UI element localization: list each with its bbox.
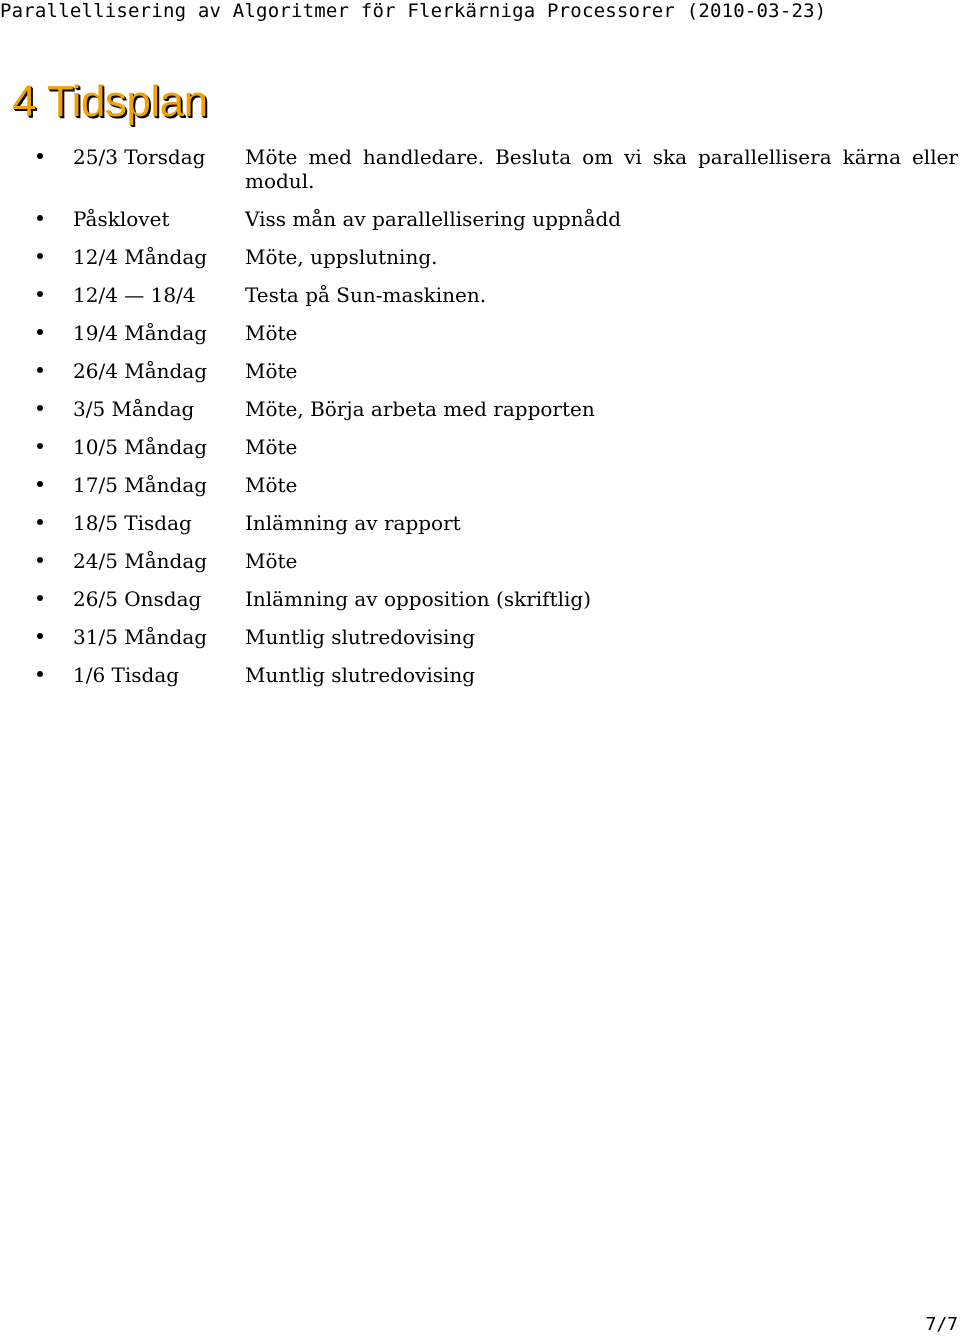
schedule-description: Viss mån av parallellisering uppnådd: [245, 207, 622, 231]
schedule-item: [0, 241, 960, 279]
bullet-icon: [37, 519, 43, 525]
bullet-icon: [37, 443, 43, 449]
schedule-item: [0, 393, 960, 431]
schedule-item: [0, 545, 960, 583]
schedule-date: 19/4 Måndag: [73, 321, 208, 345]
bullet-icon: [37, 153, 43, 159]
running-header: Parallellisering av Algoritmer för Flerkärniga Processorer (2010-03-23): [0, 0, 827, 22]
bullet-icon: [37, 595, 43, 601]
schedule-date: 26/5 Onsdag: [73, 587, 202, 611]
schedule-date: 1/6 Tisdag: [73, 663, 180, 687]
bullet-icon: [37, 291, 43, 297]
schedule-description: Möte, uppslutning.: [245, 245, 438, 269]
schedule-description: Möte: [245, 549, 298, 573]
schedule-date: 12/4 Måndag: [73, 245, 208, 269]
schedule-description: Möte: [245, 321, 298, 345]
schedule-item: [0, 583, 960, 621]
bullet-icon: [37, 367, 43, 373]
schedule-item: [0, 507, 960, 545]
bullet-icon: [37, 481, 43, 487]
schedule-date: Påsklovet: [73, 207, 170, 231]
schedule-list: [0, 141, 960, 697]
schedule-item: [0, 621, 960, 659]
schedule-item: [0, 279, 960, 317]
schedule-item: [0, 469, 960, 507]
bullet-icon: [37, 405, 43, 411]
schedule-date: 10/5 Måndag: [73, 435, 208, 459]
schedule-description: Muntlig slutredovising: [245, 625, 476, 649]
schedule-description: Inlämning av opposition (skriftlig): [245, 587, 592, 611]
bullet-icon: [37, 215, 43, 221]
page-number: 7/7: [925, 1314, 958, 1335]
schedule-item: [0, 317, 960, 355]
schedule-item: [0, 431, 960, 469]
bullet-icon: [37, 557, 43, 563]
schedule-item: [0, 355, 960, 393]
schedule-description: Möte: [245, 435, 298, 459]
bullet-icon: [37, 253, 43, 259]
section-title: 4 Tidsplan: [12, 77, 208, 126]
schedule-description: Möte: [245, 359, 298, 383]
schedule-date: 25/3 Torsdag: [73, 145, 206, 169]
schedule-date: 18/5 Tisdag: [73, 511, 192, 535]
schedule-description: Inlämning av rapport: [245, 511, 461, 535]
schedule-date: 31/5 Måndag: [73, 625, 208, 649]
schedule-item: [0, 141, 960, 203]
schedule-date: 17/5 Måndag: [73, 473, 208, 497]
schedule-description: Muntlig slutredovising: [245, 663, 476, 687]
bullet-icon: [37, 633, 43, 639]
schedule-date: 26/4 Måndag: [73, 359, 208, 383]
schedule-item: [0, 203, 960, 241]
schedule-description: Testa på Sun-maskinen.: [245, 283, 487, 307]
schedule-description: Möte med handledare. Besluta om vi ska parallellisera kärna eller modul.: [245, 145, 958, 193]
bullet-icon: [37, 329, 43, 335]
schedule-description: Möte, Börja arbeta med rapporten: [245, 397, 595, 421]
schedule-item: [0, 659, 960, 697]
schedule-description: Möte: [245, 473, 298, 497]
bullet-icon: [37, 671, 43, 677]
schedule-date: 3/5 Måndag: [73, 397, 195, 421]
schedule-date: 12/4 — 18/4: [73, 283, 196, 307]
schedule-date: 24/5 Måndag: [73, 549, 208, 573]
